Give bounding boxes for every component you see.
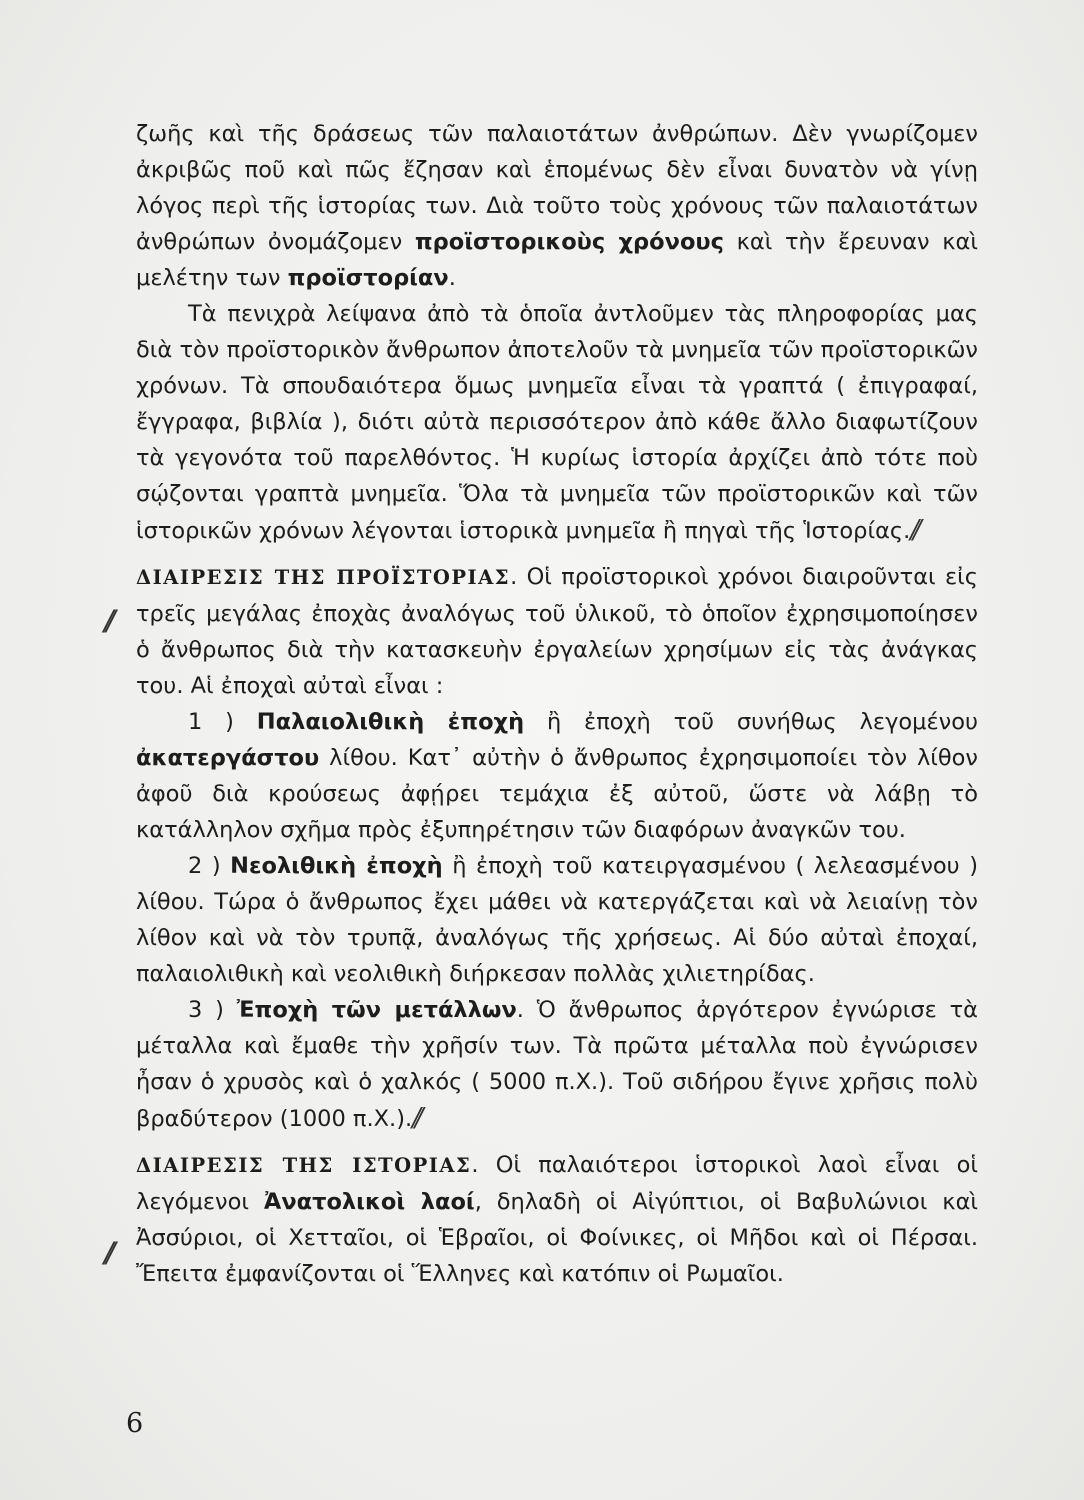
list-number: 1 )	[188, 709, 257, 735]
term-prehistory: προϊστορίαν	[287, 265, 449, 291]
section-heading-prehistory: ΔΙΑΙΡΕΣΙΣ ΤΗΣ ΠΡΟΪΣΤΟΡΙΑΣ	[136, 566, 511, 589]
text-run: καὶ τὴν ἔρευναν καὶ μελέτην των	[136, 229, 978, 291]
text-run: Τὰ πενιχρὰ λείψανα ἀπὸ τὰ ὁποῖα ἀντλοῦμεν τὰς πληροφορίας μας διὰ τὸν προϊστορικὸν ἄνθρωπον ἀποτελοῦν τὰ μνημεῖα τῶν προϊστορικῶν χρόνων. Τὰ σπουδαιότερα ὅμως μνημεῖα εἶναι τὰ γραπτά ( ἐπιγραφαί, ἔγγραφα, βιβλία ), διότι αὐτὰ περισσότερον ἀπὸ κάθε ἄλλο διαφωτίζουν τὰ γεγονότα τοῦ παρελθόντος. Ἡ κυρίως ἱστορία ἀρχίζει ἀπὸ τότε ποὺ σῴζονται γραπτὰ μνημεῖα. Ὅλα τὰ μνημεῖα τῶν προϊστορικῶν καὶ τῶν ἱστορικῶν χρόνων λέγονται ἱστορικὰ μνημεῖα ἢ πηγαὶ τῆς Ἱστορίας.	[136, 301, 978, 544]
term-eastern-peoples: Ἀνατολικοὶ λαοί	[263, 1189, 475, 1215]
text-run: ἢ ἐποχὴ τοῦ κατειργασμένου ( λελεασμένου ) λίθου. Τώρα ὁ ἄνθρωπος ἔχει μάθει νὰ κατεργάζεται καὶ νὰ λειαίνῃ τὸν λίθον καὶ νὰ τὸν τρυπᾷ, ἀναλόγως τῆς χρήσεως. Αἱ δύο αὐταὶ ἐποχαί, παλαιολιθικὴ καὶ νεολιθικὴ διήρκεσαν πολλὰς χιλιετηρίδας.	[136, 853, 978, 987]
paragraph-neolithic	[136, 848, 978, 992]
term-neolithic-age: Νεολιθικὴ ἐποχὴ	[230, 853, 443, 879]
text-run: . Οἱ παλαιότεροι ἱστορικοὶ λαοὶ εἶναι οἱ λεγόμενοι	[136, 1152, 978, 1215]
term-metal-age: Ἐποχὴ τῶν μετάλλων	[236, 997, 517, 1023]
text-run: λίθου. Κατ᾿ αὐτὴν ὁ ἄνθρωπος ἐχρησιμοποίει τὸν λίθον ἀφοῦ διὰ κρούσεως ἀφῄρει τεμάχια ἐξ αὐτοῦ, ὥστε νὰ λάβῃ τὸ κατάλληλον σχῆμα πρὸς ἐξυπηρέτησιν τῶν διαφόρων ἀναγκῶν του.	[136, 745, 978, 843]
handwritten-mark-margin: //	[104, 1236, 109, 1269]
paragraph-division-of-history	[136, 1147, 978, 1292]
term-paleolithic-age: Παλαιολιθικὴ ἐποχὴ	[256, 709, 525, 735]
paragraph-paleolithic	[136, 704, 978, 848]
list-number: 3 )	[188, 997, 237, 1023]
text-run: . Οἱ προϊστορικοὶ χρόνοι διαιροῦνται εἰς τρεῖς μεγάλας ἐποχὰς ἀναλόγως τοῦ ὑλικοῦ, τὸ ὁποῖον ἐχρησιμοποίησεν ὁ ἄνθρωπος διὰ τὴν κατασκευὴν ἐργαλείων χρησίμων εἰς τὰς ἀνάγκας του. Αἱ ἐποχαὶ αὐταὶ εἶναι :	[136, 564, 978, 699]
paragraph-division-of-prehistory	[136, 559, 978, 704]
text-run: ζωῆς καὶ τῆς δράσεως τῶν παλαιοτάτων ἀνθρώπων. Δὲν γνωρίζομεν ἀκριβῶς ποῦ καὶ πῶς ἔζησαν καὶ ἑπομένως δὲν εἶναι δυνατὸν νὰ γίνῃ λόγος περὶ τῆς ἱστορίας των. Διὰ τοῦτο τοὺς χρόνους τῶν παλαιοτάτων ἀνθρώπων ὀνομάζομεν	[136, 121, 978, 255]
text-run: . Ὁ ἄνθρωπος ἀργότερον ἐγνώρισε τὰ μέταλλα καὶ ἔμαθε τὴν χρῆσίν των. Τὰ πρῶτα μέταλλα ποὺ ἐγνώρισεν ἦσαν ὁ χρυσὸς καὶ ὁ χαλκός ( 5000 π.Χ.). Τοῦ σιδήρου ἔγινε χρῆσις πολὺ βραδύτερον (1000 π.Χ.).	[136, 997, 978, 1132]
list-number: 2 )	[188, 853, 231, 879]
body-text	[136, 116, 978, 1292]
section-heading-history: ΔΙΑΙΡΕΣΙΣ ΤΗΣ ΙΣΤΟΡΙΑΣ	[136, 1154, 472, 1177]
text-run: , δηλαδὴ οἱ Αἰγύπτιοι, οἱ Βαβυλώνιοι καὶ Ἀσσύριοι, οἱ Χετταῖοι, οἱ Ἑβραῖοι, οἱ Φοίνικες, οἱ Μῆδοι καὶ οἱ Πέρσαι. Ἔπειτα ἐμφανίζονται οἱ Ἕλληνες καὶ κατόπιν οἱ Ρωμαῖοι.	[136, 1189, 979, 1287]
term-unworked: ἀκατεργάστου	[136, 745, 320, 771]
handwritten-mark: //	[910, 515, 916, 545]
paragraph-metal-age	[136, 992, 978, 1137]
term-prehistoric-times: προϊστορικοὺς χρόνους	[414, 229, 724, 255]
text-run: .	[448, 265, 456, 291]
paragraph-prehistoric-times	[136, 116, 978, 296]
paragraph-monuments	[136, 296, 978, 549]
page-number: 6	[126, 1408, 144, 1439]
handwritten-mark-margin: //	[104, 604, 109, 637]
text-run: ἢ ἐποχὴ τοῦ συνήθως λεγομένου	[524, 709, 978, 735]
handwritten-mark: //	[412, 1103, 418, 1133]
